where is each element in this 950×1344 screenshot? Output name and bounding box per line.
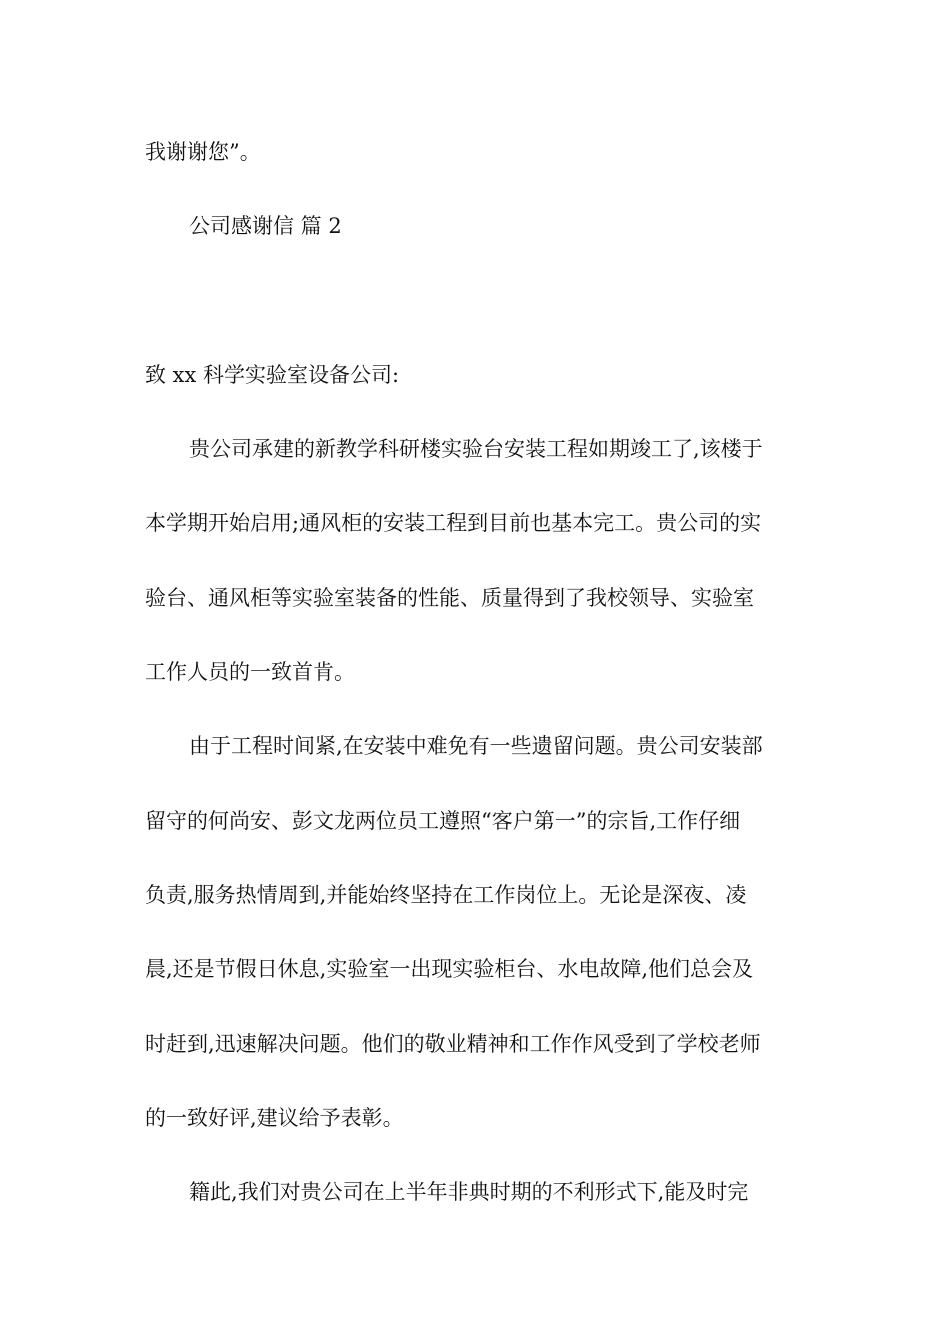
text-line: 留守的何尚安、彭文龙两位员工遵照“客户第一”的宗旨,工作仔细: [145, 809, 741, 833]
text-line: 验台、通风柜等实验室装备的性能、质量得到了我校领导、实验室: [145, 586, 754, 610]
section-heading: 公司感谢信 篇 2: [189, 214, 342, 238]
text-line: 籍此,我们对贵公司在上半年非典时期的不利形式下,能及时完: [189, 1180, 749, 1204]
text-line: 由于工程时间紧,在安装中难免有一些遗留问题。贵公司安装部: [189, 734, 763, 758]
text-line: 工作人员的一致首肯。: [145, 660, 355, 684]
text-line: 时赶到,迅速解决问题。他们的敬业精神和工作作风受到了学校老师: [145, 1032, 761, 1056]
text-line: 贵公司承建的新教学科研楼实验台安装工程如期竣工了,该楼于: [189, 437, 763, 461]
text-line: 的一致好评,建议给予表彰。: [145, 1106, 404, 1130]
salutation: 致 xx 科学实验室设备公司:: [145, 363, 400, 387]
text-line: 负责,服务热情周到,并能始终坚持在工作岗位上。无论是深夜、凌: [145, 883, 747, 907]
text-line: 本学期开始启用;通风柜的安装工程到目前也基本完工。贵公司的实: [145, 511, 762, 535]
text-line: 晨,还是节假日休息,实验室一出现实验柜台、水电故障,他们总会及: [145, 957, 754, 981]
text-line: 我谢谢您”。: [145, 140, 261, 164]
